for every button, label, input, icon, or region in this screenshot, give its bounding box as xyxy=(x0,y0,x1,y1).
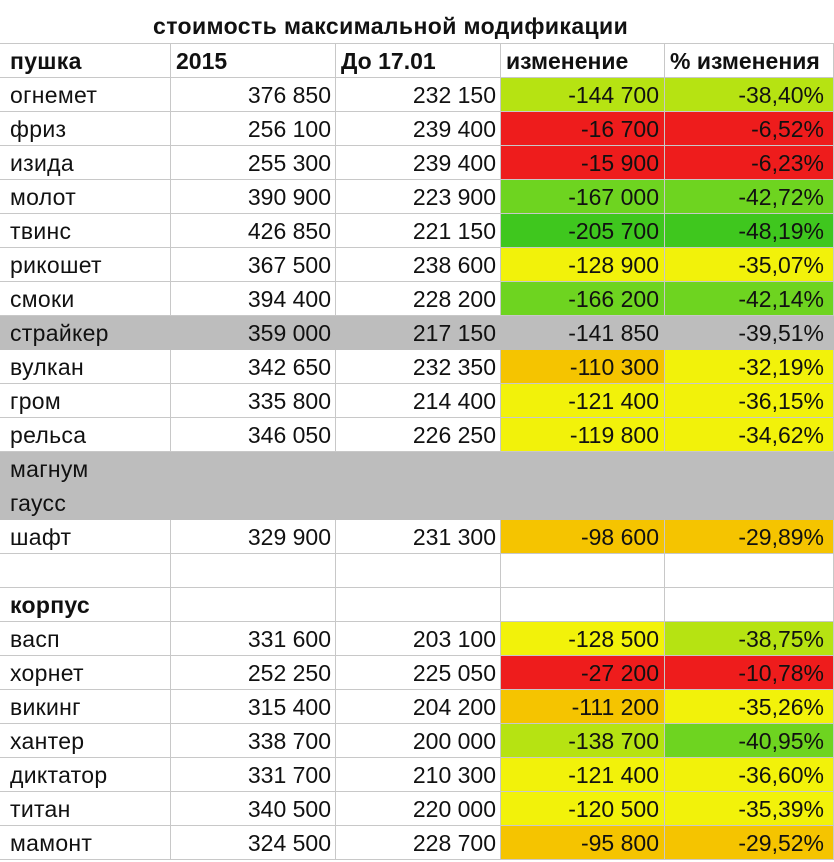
pct-change-cell[interactable]: -32,19% xyxy=(665,350,834,384)
pct-change-cell[interactable]: -6,23% xyxy=(665,146,834,180)
change-cell[interactable]: -27 200 xyxy=(501,656,665,690)
pct-change-cell[interactable]: -35,26% xyxy=(665,690,834,724)
header-until[interactable]: До 17.01 xyxy=(336,44,501,78)
gun-row xyxy=(0,316,834,350)
name-cell[interactable]: диктатор xyxy=(0,758,171,792)
name-cell[interactable]: страйкер xyxy=(0,316,171,350)
pct-change-cell[interactable]: -6,52% xyxy=(665,112,834,146)
value-2015-cell[interactable]: 338 700 xyxy=(171,724,336,758)
name-cell[interactable]: хантер xyxy=(0,724,171,758)
value-until-cell[interactable]: 226 250 xyxy=(336,418,501,452)
hull-row xyxy=(0,758,834,792)
pct-change-cell[interactable]: -36,60% xyxy=(665,758,834,792)
pct-change-cell[interactable]: -29,89% xyxy=(665,520,834,554)
change-cell[interactable]: -205 700 xyxy=(501,214,665,248)
hull-row xyxy=(0,656,834,690)
value-2015-cell[interactable]: 335 800 xyxy=(171,384,336,418)
empty-cell[interactable] xyxy=(171,588,336,622)
empty-row xyxy=(0,554,834,588)
gun-row xyxy=(0,350,834,384)
gun-row xyxy=(0,418,834,452)
value-until-cell[interactable]: 223 900 xyxy=(336,180,501,214)
value-2015-cell[interactable]: 329 900 xyxy=(171,520,336,554)
pct-change-cell[interactable]: -29,52% xyxy=(665,826,834,860)
name-cell[interactable]: твинс xyxy=(0,214,171,248)
gun-row xyxy=(0,78,834,112)
name-cell[interactable]: смоки xyxy=(0,282,171,316)
name-cell[interactable]: мамонт xyxy=(0,826,171,860)
sheet-title: стоимость максимальной модификации xyxy=(0,0,834,44)
value-2015-cell[interactable]: 255 300 xyxy=(171,146,336,180)
name-cell[interactable]: викинг xyxy=(0,690,171,724)
empty-cell[interactable] xyxy=(336,554,501,588)
name-cell[interactable]: вулкан xyxy=(0,350,171,384)
hull-row xyxy=(0,826,834,860)
name-cell[interactable]: рельса xyxy=(0,418,171,452)
name-cell[interactable]: изида xyxy=(0,146,171,180)
value-until-cell[interactable]: 217 150 xyxy=(336,316,501,350)
value-2015-cell[interactable]: 340 500 xyxy=(171,792,336,826)
hull-row xyxy=(0,792,834,826)
value-2015-cell[interactable]: 331 600 xyxy=(171,622,336,656)
value-until-cell[interactable]: 200 000 xyxy=(336,724,501,758)
value-2015-cell[interactable]: 342 650 xyxy=(171,350,336,384)
value-2015-cell[interactable]: 367 500 xyxy=(171,248,336,282)
value-2015-cell[interactable]: 315 400 xyxy=(171,690,336,724)
value-until-cell[interactable]: 228 700 xyxy=(336,826,501,860)
hull-row xyxy=(0,690,834,724)
gun-row xyxy=(0,146,834,180)
value-2015-cell[interactable]: 376 850 xyxy=(171,78,336,112)
name-cell[interactable]: огнемет xyxy=(0,78,171,112)
hull-header-row xyxy=(0,588,834,622)
change-cell[interactable]: -15 900 xyxy=(501,146,665,180)
pct-change-cell[interactable]: -40,95% xyxy=(665,724,834,758)
gray-label-magnum[interactable]: магнум xyxy=(10,456,89,482)
gun-row xyxy=(0,248,834,282)
name-cell[interactable]: фриз xyxy=(0,112,171,146)
empty-cell[interactable] xyxy=(665,554,834,588)
value-2015-cell[interactable]: 256 100 xyxy=(171,112,336,146)
header-change[interactable]: изменение xyxy=(501,44,665,78)
value-2015-cell[interactable]: 324 500 xyxy=(171,826,336,860)
value-until-cell[interactable]: 203 100 xyxy=(336,622,501,656)
header-gun[interactable]: пушка xyxy=(0,44,171,78)
value-until-cell[interactable]: 239 400 xyxy=(336,146,501,180)
pct-change-cell[interactable]: -48,19% xyxy=(665,214,834,248)
hull-row xyxy=(0,724,834,758)
pct-change-cell[interactable]: -35,07% xyxy=(665,248,834,282)
name-cell[interactable]: рикошет xyxy=(0,248,171,282)
change-cell[interactable]: -16 700 xyxy=(501,112,665,146)
change-cell[interactable]: -166 200 xyxy=(501,282,665,316)
value-until-cell[interactable]: 232 350 xyxy=(336,350,501,384)
empty-cell[interactable] xyxy=(501,554,665,588)
hull-header[interactable]: корпус xyxy=(0,588,171,622)
value-until-cell[interactable]: 228 200 xyxy=(336,282,501,316)
empty-cell[interactable] xyxy=(171,554,336,588)
change-cell[interactable]: -128 900 xyxy=(501,248,665,282)
change-cell[interactable]: -141 850 xyxy=(501,316,665,350)
name-cell[interactable]: васп xyxy=(0,622,171,656)
value-until-cell[interactable]: 220 000 xyxy=(336,792,501,826)
header-pct[interactable]: % изменения xyxy=(665,44,834,78)
change-cell[interactable]: -144 700 xyxy=(501,78,665,112)
value-2015-cell[interactable]: 426 850 xyxy=(171,214,336,248)
value-until-cell[interactable]: 232 150 xyxy=(336,78,501,112)
gun-row xyxy=(0,180,834,214)
value-until-cell[interactable]: 238 600 xyxy=(336,248,501,282)
pct-change-cell[interactable]: -10,78% xyxy=(665,656,834,690)
name-cell[interactable]: шафт xyxy=(0,520,171,554)
value-2015-cell[interactable]: 394 400 xyxy=(171,282,336,316)
hull-row xyxy=(0,622,834,656)
name-cell[interactable]: молот xyxy=(0,180,171,214)
pct-change-cell[interactable]: -38,40% xyxy=(665,78,834,112)
change-cell[interactable]: -138 700 xyxy=(501,724,665,758)
pct-change-cell[interactable]: -35,39% xyxy=(665,792,834,826)
value-until-cell[interactable]: 210 300 xyxy=(336,758,501,792)
empty-cell[interactable] xyxy=(665,588,834,622)
change-cell[interactable]: -110 300 xyxy=(501,350,665,384)
pct-change-cell[interactable]: -38,75% xyxy=(665,622,834,656)
name-cell[interactable]: хорнет xyxy=(0,656,171,690)
gun-row xyxy=(0,384,834,418)
change-cell[interactable]: -121 400 xyxy=(501,758,665,792)
change-cell[interactable]: -120 500 xyxy=(501,792,665,826)
value-until-cell[interactable]: 221 150 xyxy=(336,214,501,248)
pct-change-cell[interactable]: -34,62% xyxy=(665,418,834,452)
gray-label-gauss[interactable]: гаусс xyxy=(10,490,67,516)
change-cell[interactable]: -119 800 xyxy=(501,418,665,452)
change-cell[interactable]: -98 600 xyxy=(501,520,665,554)
value-until-cell[interactable]: 204 200 xyxy=(336,690,501,724)
change-cell[interactable]: -111 200 xyxy=(501,690,665,724)
value-until-cell[interactable]: 214 400 xyxy=(336,384,501,418)
gun-row xyxy=(0,112,834,146)
empty-cell[interactable] xyxy=(501,588,665,622)
change-cell[interactable]: -167 000 xyxy=(501,180,665,214)
change-cell[interactable]: -121 400 xyxy=(501,384,665,418)
value-2015-cell[interactable]: 252 250 xyxy=(171,656,336,690)
empty-cell[interactable] xyxy=(336,588,501,622)
value-2015-cell[interactable]: 331 700 xyxy=(171,758,336,792)
value-2015-cell[interactable]: 359 000 xyxy=(171,316,336,350)
header-2015[interactable]: 2015 xyxy=(171,44,336,78)
value-2015-cell[interactable]: 346 050 xyxy=(171,418,336,452)
pct-change-cell[interactable]: -42,72% xyxy=(665,180,834,214)
gun-row xyxy=(0,282,834,316)
header-row xyxy=(0,44,834,78)
name-cell[interactable]: гром xyxy=(0,384,171,418)
change-cell[interactable]: -95 800 xyxy=(501,826,665,860)
gray-block xyxy=(0,452,834,520)
value-until-cell[interactable]: 225 050 xyxy=(336,656,501,690)
value-until-cell[interactable]: 231 300 xyxy=(336,520,501,554)
change-cell[interactable]: -128 500 xyxy=(501,622,665,656)
value-2015-cell[interactable]: 390 900 xyxy=(171,180,336,214)
pct-change-cell[interactable]: -39,51% xyxy=(665,316,834,350)
gun-row-shaft xyxy=(0,520,834,554)
pct-change-cell[interactable]: -42,14% xyxy=(665,282,834,316)
pct-change-cell[interactable]: -36,15% xyxy=(665,384,834,418)
empty-cell[interactable] xyxy=(0,554,171,588)
name-cell[interactable]: титан xyxy=(0,792,171,826)
value-until-cell[interactable]: 239 400 xyxy=(336,112,501,146)
gun-row xyxy=(0,214,834,248)
